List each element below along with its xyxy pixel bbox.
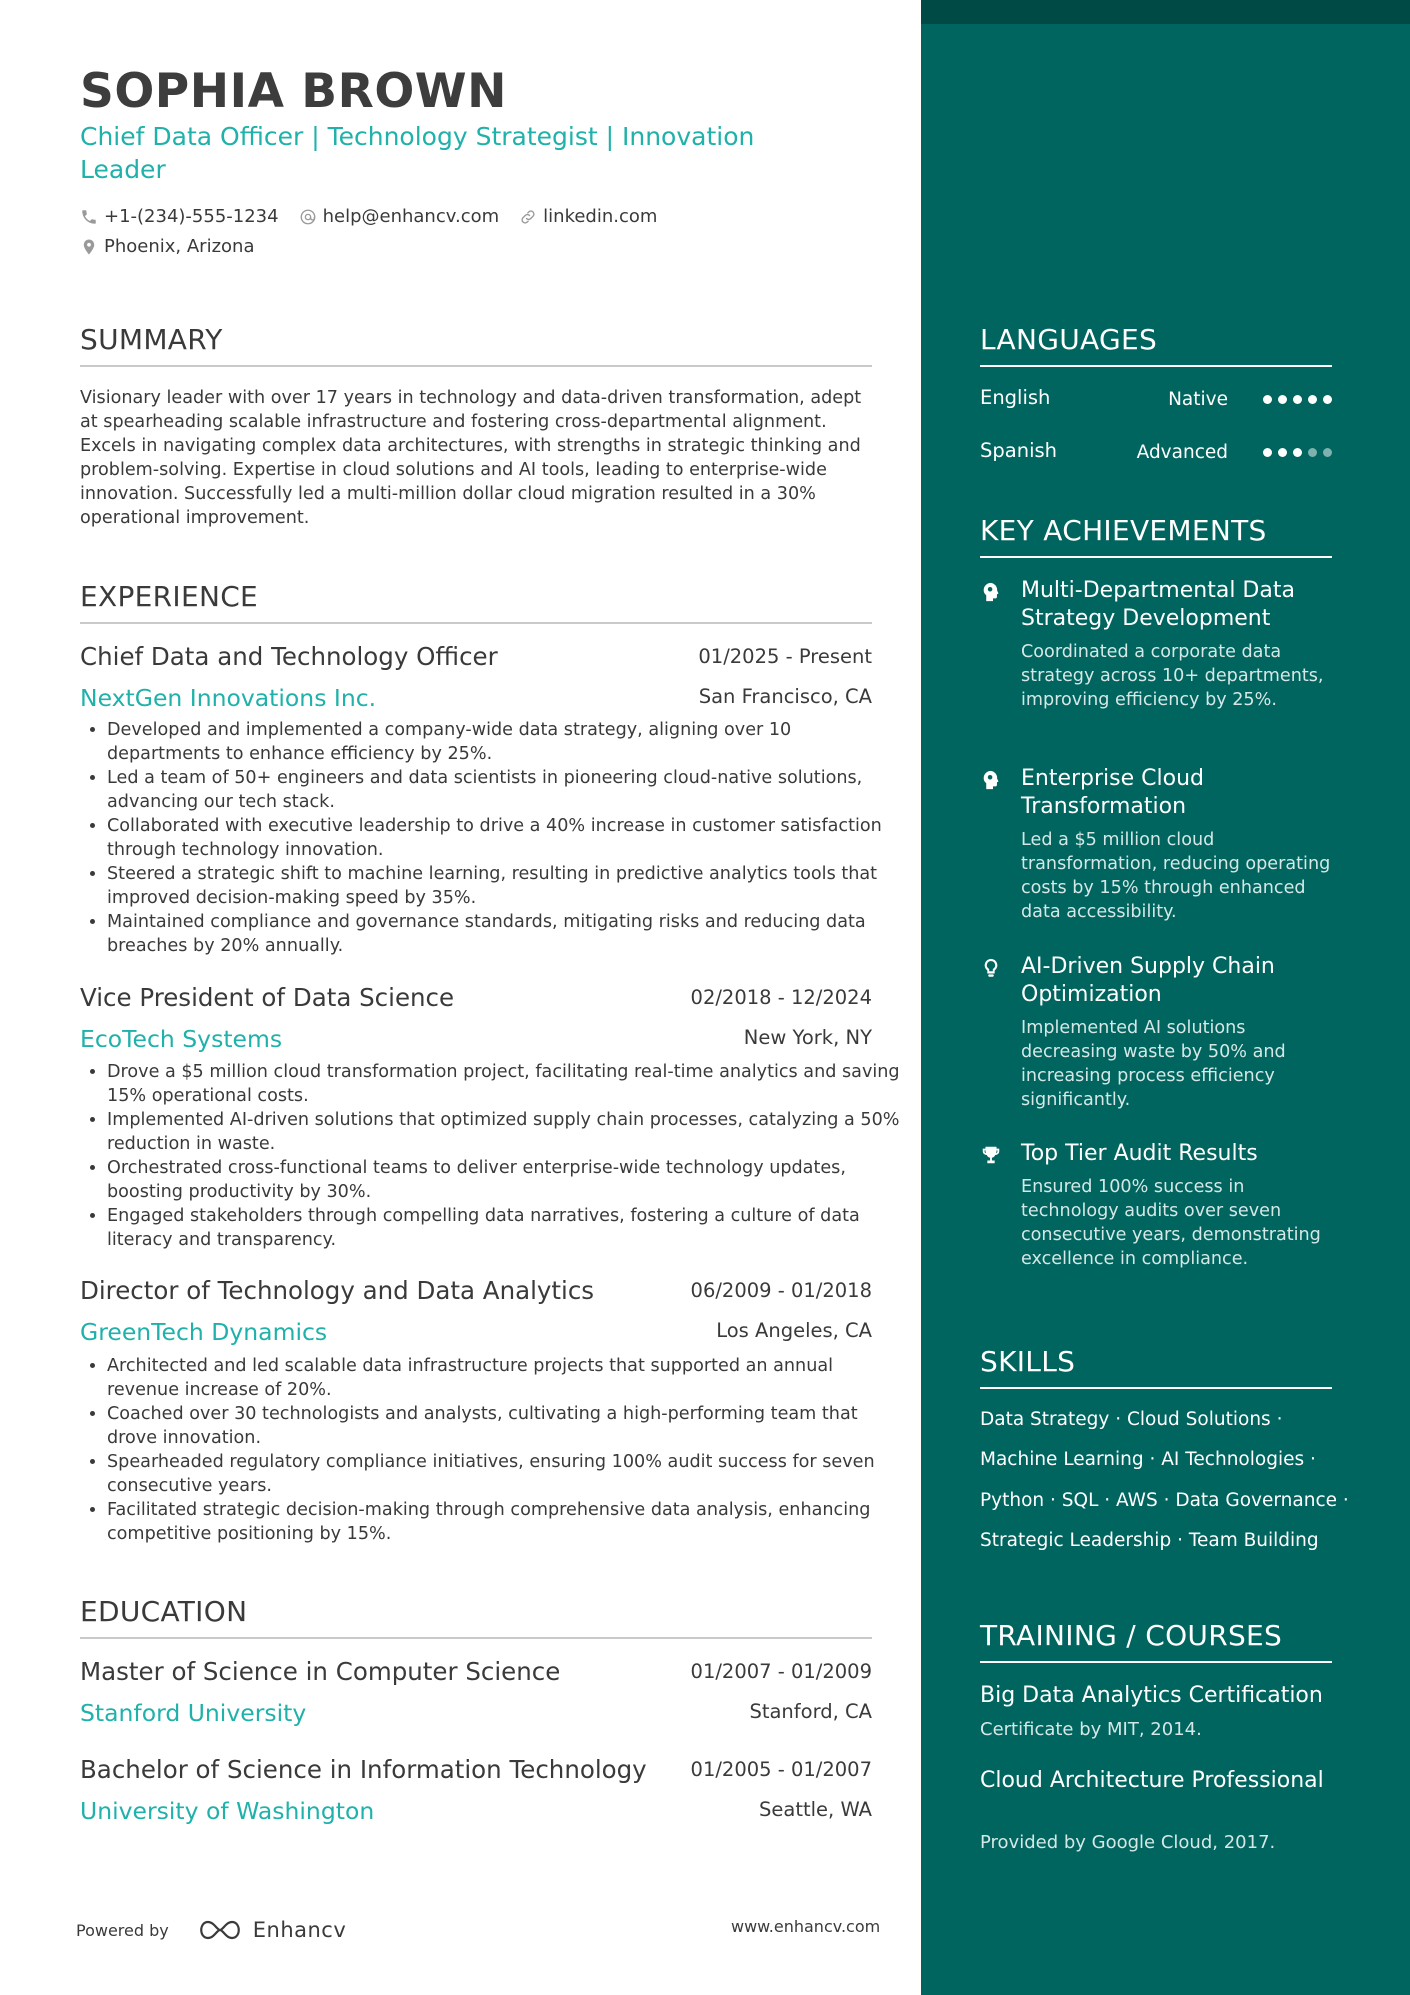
enhancv-logo-icon [195, 1917, 245, 1943]
puzzle-head-icon [980, 581, 1002, 603]
summary-title: SUMMARY [80, 323, 872, 367]
rating-dot [1323, 395, 1332, 404]
location-pin-icon [80, 237, 98, 257]
location-row [80, 236, 274, 257]
job-location: San Francisco, CA [698, 685, 872, 708]
language-row [980, 383, 1332, 413]
job-title: Vice President of Data Science [80, 983, 455, 1012]
language-level: Native [1168, 389, 1228, 410]
rating-dot [1263, 448, 1272, 457]
job-bullet: • Developed and implemented a company-wide data strategy, aligning over 10 departments to enhance efficiency by 25%. [107, 718, 907, 766]
at-icon [299, 208, 317, 226]
job-bullet: • Coached over 30 technologists and analysts, cultivating a high-performing team that drove innovation. [107, 1402, 907, 1450]
achievement-desc: Implemented AI solutions decreasing waste by 50% and increasing process efficiency significantly. [1021, 1018, 1286, 1110]
rating-dot [1308, 448, 1317, 457]
school-location: Seattle, WA [759, 1798, 872, 1821]
footer-powered-by [76, 1917, 346, 1943]
achievement-desc: Ensured 100% success in technology audits over seven consecutive years, demonstrating excellence in compliance. [1021, 1177, 1321, 1269]
skills-line: Machine Learning · AI Technologies · [980, 1449, 1316, 1470]
course-desc: Certificate by MIT, 2014. [980, 1719, 1202, 1740]
summary-text: Visionary leader with over 17 years in technology and data-driven transformation, adept at spearheading scalable infrastructure and fostering cross-departmental alignment. Excels in navigating complex data architectures, with strengths in strategic thinking and problem-solving. Expertise in cloud solutions and AI tools, leading to enterprise-wide innovation. Successfully led a multi-million dollar cloud migration resulted in a 30% operational improvement. [80, 388, 862, 528]
lightbulb-icon [980, 957, 1002, 979]
achievement-desc: Coordinated a corporate data strategy across 10+ departments, improving efficiency by 25%. [1021, 642, 1324, 710]
experience-title: EXPERIENCE [80, 580, 872, 624]
trophy-icon [980, 1144, 1002, 1166]
link-icon [519, 208, 537, 226]
skills-title: SKILLS [980, 1345, 1332, 1389]
job-bullet: • Facilitated strategic decision-making through comprehensive data analysis, enhancing competitive positioning by 15%. [107, 1498, 907, 1546]
location-text: Phoenix, Arizona [104, 236, 255, 257]
achievements-title: KEY ACHIEVEMENTS [980, 514, 1332, 558]
course-desc: Provided by Google Cloud, 2017. [980, 1832, 1276, 1853]
job-bullet: • Implemented AI-driven solutions that optimized supply chain processes, catalyzing a 50% reduction in waste. [107, 1108, 907, 1156]
company-name: NextGen Innovations Inc. [80, 684, 377, 712]
degree-dates: 01/2005 - 01/2007 [690, 1758, 872, 1781]
skills-line: Python · SQL · AWS · Data Governance · [980, 1490, 1349, 1511]
headline: Chief Data Officer | Technology Strategist | Innovation Leader [80, 122, 755, 184]
language-name: Spanish [980, 439, 1058, 462]
job-dates: 02/2018 - 12/2024 [690, 986, 872, 1009]
language-rating [1257, 395, 1332, 404]
puzzle-head-icon [980, 769, 1002, 791]
course-title: Cloud Architecture Professional [980, 1768, 1324, 1793]
language-row [980, 436, 1332, 466]
job-bullet: • Drove a $5 million cloud transformation project, facilitating real-time analytics and saving 15% operational costs. [107, 1060, 907, 1108]
training-title: TRAINING / COURSES [980, 1619, 1332, 1663]
job-dates: 01/2025 - Present [698, 645, 872, 668]
languages-title: LANGUAGES [980, 323, 1332, 367]
skills-line: Strategic Leadership · Team Building [980, 1530, 1319, 1551]
job-dates: 06/2009 - 01/2018 [690, 1279, 872, 1302]
job-bullets [80, 718, 907, 958]
degree-dates: 01/2007 - 01/2009 [690, 1660, 872, 1683]
job-bullet: • Collaborated with executive leadership to drive a 40% increase in customer satisfaction through technology innovation. [107, 814, 907, 862]
rating-dot [1278, 395, 1287, 404]
job-bullet: • Maintained compliance and governance standards, mitigating risks and reducing data breaches by 20% annually. [107, 910, 907, 958]
job-location: Los Angeles, CA [716, 1319, 872, 1342]
email-item[interactable] [299, 206, 500, 227]
sidebar [921, 0, 1410, 1995]
rating-dot [1293, 448, 1302, 457]
language-rating [1257, 448, 1332, 457]
job-location: New York, NY [743, 1026, 872, 1049]
company-name: GreenTech Dynamics [80, 1318, 328, 1346]
phone-text: +1-(234)-555-1234 [104, 206, 279, 227]
job-title: Chief Data and Technology Officer [80, 642, 498, 671]
school-name: University of Washington [80, 1797, 375, 1825]
job-bullet: • Engaged stakeholders through compelling data narratives, fostering a culture of data literacy and transparency. [107, 1204, 907, 1252]
course-title: Big Data Analytics Certification [980, 1683, 1323, 1708]
website-item[interactable] [519, 206, 657, 227]
job-bullet: • Spearheaded regulatory compliance initiatives, ensuring 100% audit success for seven consecutive years. [107, 1450, 907, 1498]
email-text[interactable]: help@enhancv.com [322, 206, 500, 227]
education-title: EDUCATION [80, 1595, 872, 1639]
degree-title: Master of Science in Computer Science [80, 1657, 561, 1686]
skills-line: Data Strategy · Cloud Solutions · [980, 1409, 1283, 1430]
sidebar-top-band [921, 0, 1410, 24]
contact-row [80, 206, 677, 227]
phone-icon [80, 208, 98, 226]
school-location: Stanford, CA [749, 1700, 872, 1723]
job-bullet: • Architected and led scalable data infrastructure projects that supported an annual revenue increase of 20%. [107, 1354, 907, 1402]
job-bullets [80, 1060, 907, 1252]
job-title: Director of Technology and Data Analytics [80, 1276, 595, 1305]
job-bullet: • Orchestrated cross-functional teams to deliver enterprise-wide technology updates, boosting productivity by 30%. [107, 1156, 907, 1204]
enhancv-brand: Enhancv [252, 1918, 347, 1942]
achievement-title: Top Tier Audit Results [1021, 1141, 1258, 1166]
job-bullet: • Steered a strategic shift to machine learning, resulting in predictive analytics tools that improved decision-making speed by 35%. [107, 862, 907, 910]
degree-title: Bachelor of Science in Information Technology [80, 1755, 647, 1784]
footer-url[interactable]: www.enhancv.com [731, 1917, 881, 1936]
achievement-title: Multi-Departmental Data Strategy Development [1021, 578, 1295, 631]
job-bullet: • Led a team of 50+ engineers and data scientists in pioneering cloud-native solutions, advancing our tech stack. [107, 766, 907, 814]
achievement-desc: Led a $5 million cloud transformation, reducing operating costs by 15% through enhanced data accessibility. [1021, 830, 1331, 922]
job-bullets [80, 1354, 907, 1546]
candidate-name: SOPHIA BROWN [80, 64, 507, 119]
rating-dot [1263, 395, 1272, 404]
language-level: Advanced [1136, 442, 1228, 463]
language-name: English [980, 386, 1051, 409]
company-name: EcoTech Systems [80, 1025, 283, 1053]
rating-dot [1293, 395, 1302, 404]
rating-dot [1323, 448, 1332, 457]
powered-by-text: Powered by [76, 1920, 169, 1940]
phone-item [80, 206, 279, 227]
achievement-title: AI-Driven Supply Chain Optimization [1021, 954, 1275, 1007]
website-text[interactable]: linkedin.com [543, 206, 658, 227]
location-item [80, 236, 254, 257]
rating-dot [1278, 448, 1287, 457]
school-name: Stanford University [80, 1699, 307, 1727]
achievement-title: Enterprise Cloud Transformation [1021, 766, 1205, 819]
rating-dot [1308, 395, 1317, 404]
